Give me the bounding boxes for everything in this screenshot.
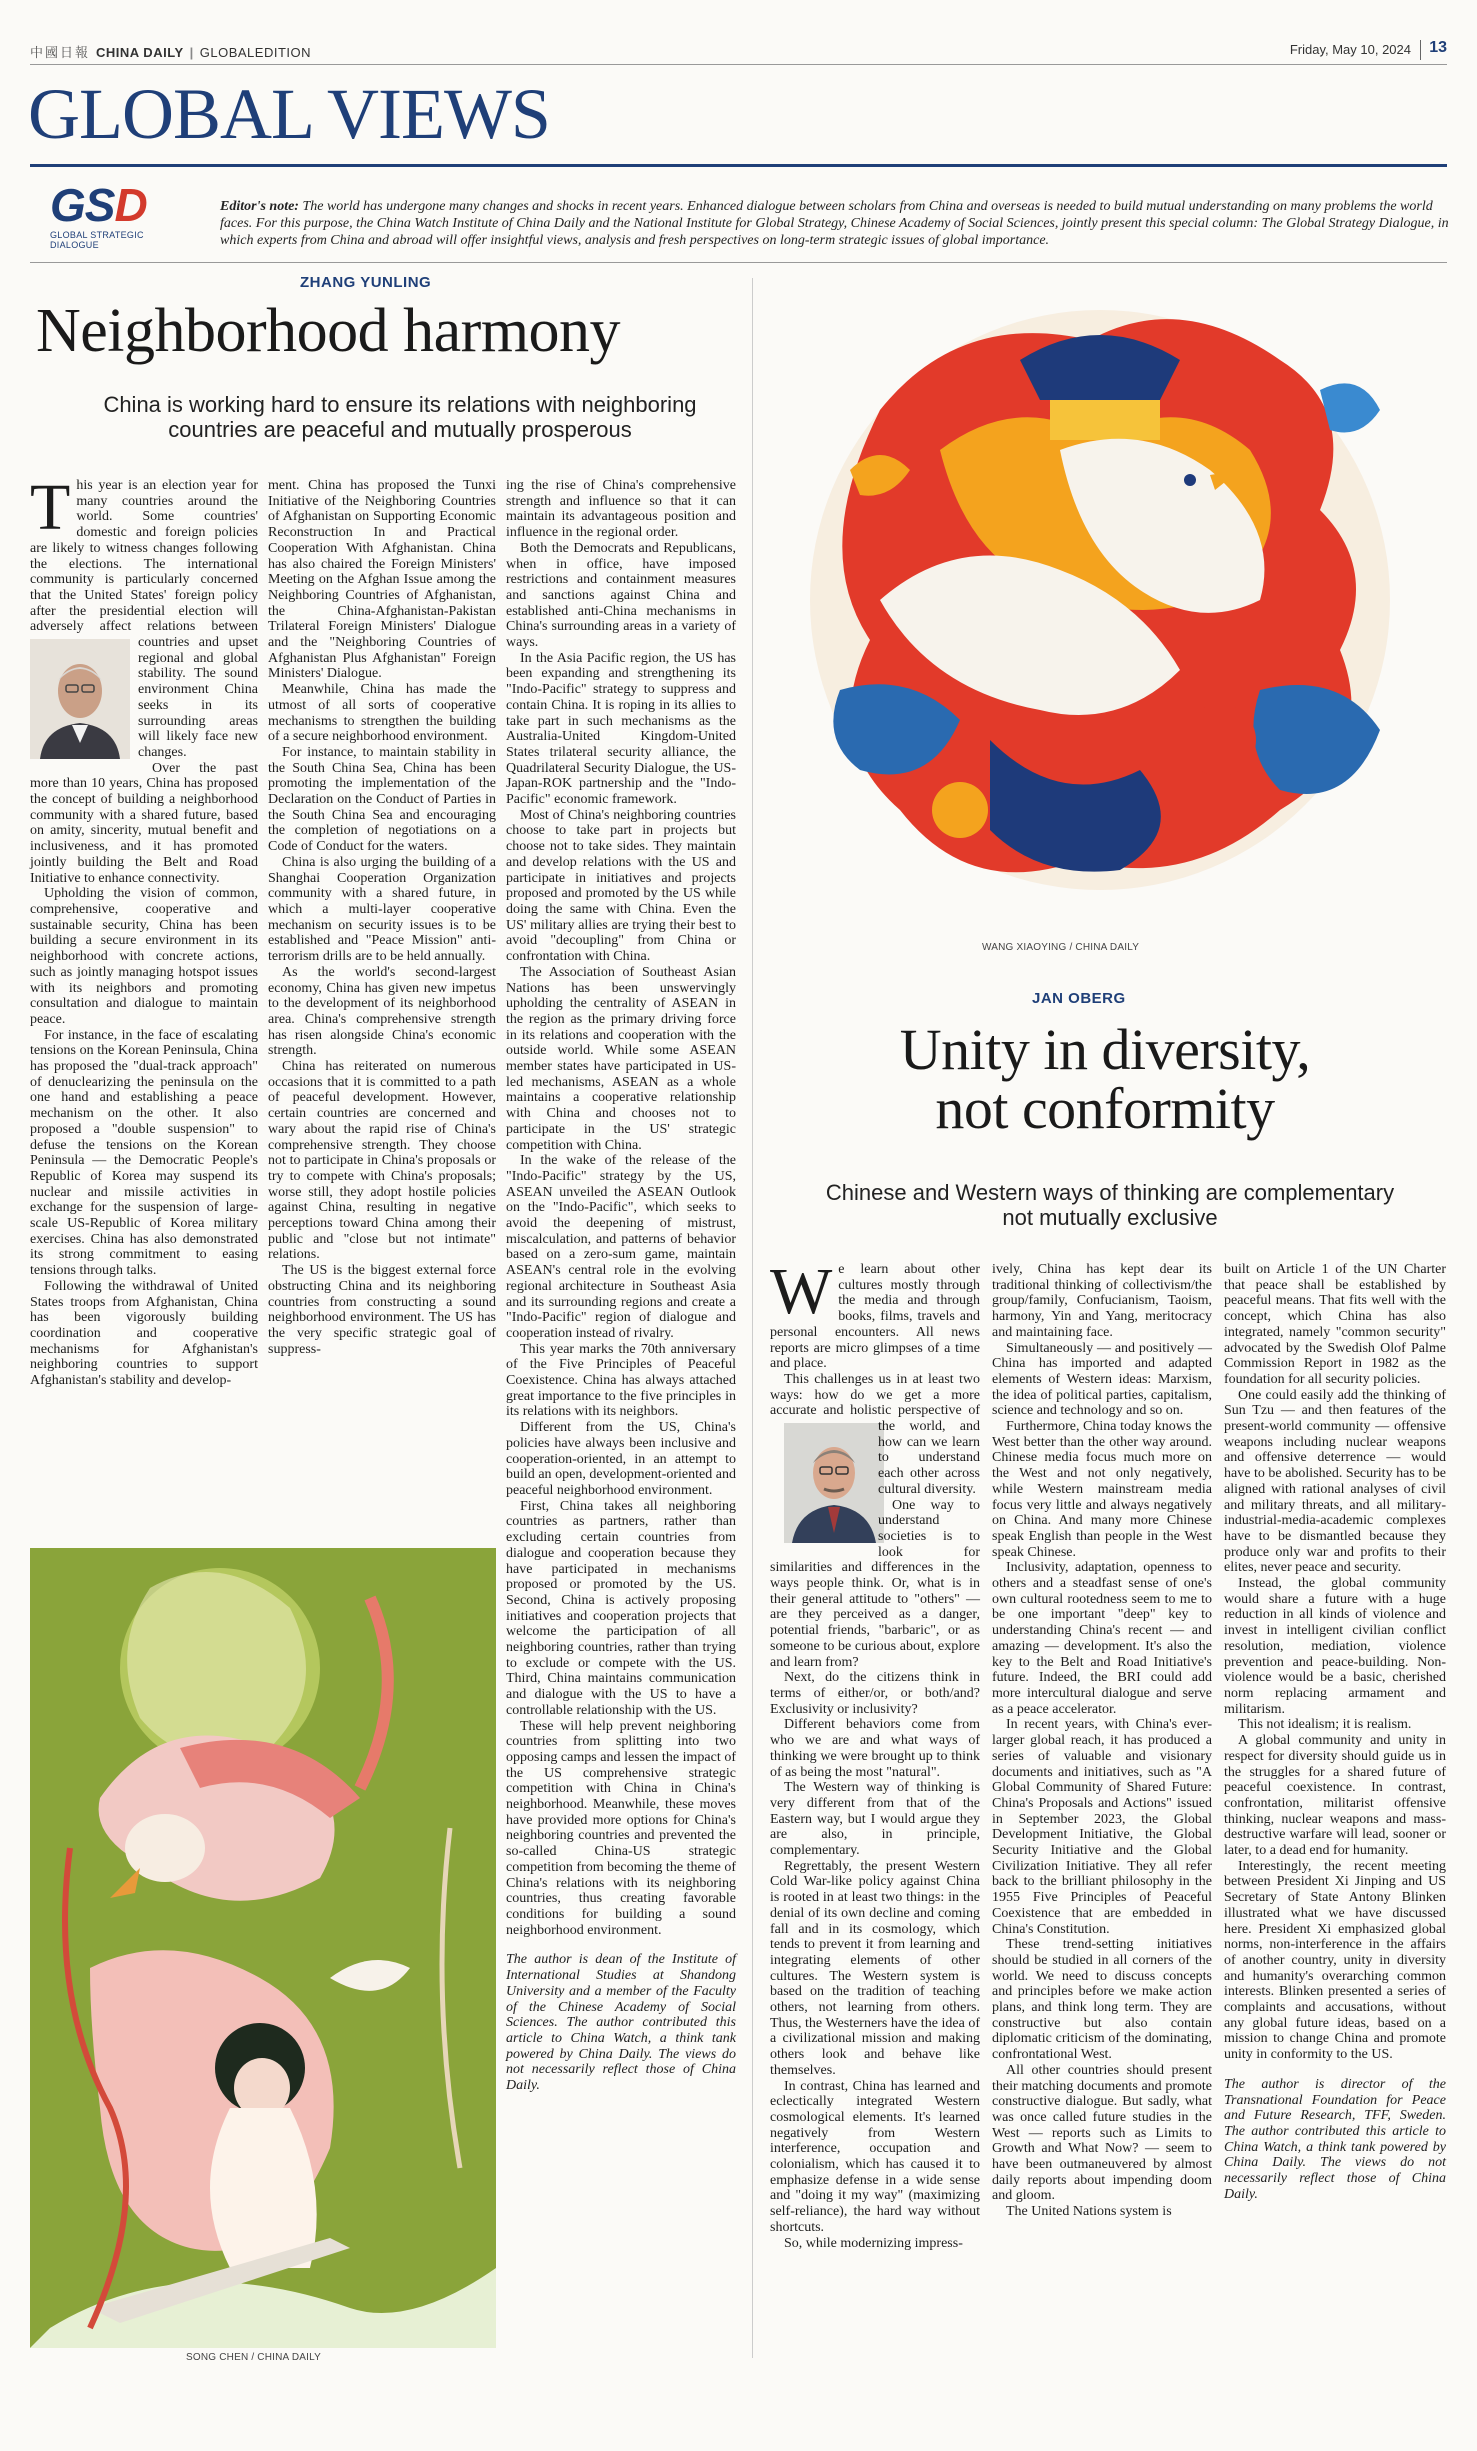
- paragraph: Interestingly, the recent meeting between President Xi Jinping and US Secretary of State Antony Blinken illustrated what we have discussed here. President Xi emphasized global norms, non-interference in the affairs of another country, unity in diversity and humanity's overarching common interests. Blinken presented a series of complaints and accusations, without any global future ideas, based on a mission to change China and promote unity in conformity to the US.: [1224, 1858, 1446, 2063]
- paragraph: In the wake of the release of the "Indo-Pacific" strategy by the US, ASEAN unveiled the ASEAN Outlook on the "Indo-Pacific", which seeks to avoid the deepening of mistrust, miscalculation, and patterns of behavior based on a zero-sum game, maintain ASEAN's central role in the evolving regional architecture in Southeast Asia and its surrounding regions and create a "Indo-Pacific" region of dialogue and cooperation instead of rivalry.: [506, 1153, 736, 1341]
- article2-illustration: [760, 270, 1448, 930]
- section-rule: [30, 164, 1447, 167]
- paragraph: Instead, the global community would share a future with a huge reduction in all kinds of violence and invest in intelligent civilian conflict resolution, mediation, violence prevention and peace-building. Non-violence would be a basic, cherished norm replacing armament and militarism.: [1224, 1576, 1446, 1717]
- paragraph: This challenges us in at least two ways: how do we get a more accurate and holistic perspective of the world, and how can we learn to understand each other across cultural diversity.: [770, 1372, 980, 1498]
- paragraph: ively, China has kept dear its traditional thinking of collectivism/the group/family, Confucianism, Taoism, harmony, Yin and Yang, meritocracy and maintaining face.: [992, 1262, 1212, 1340]
- paragraph: In the Asia Pacific region, the US has been expanding and strengthening its "Indo-Pacific" strategy to suppress and contain China. It is roping in its allies to take part in such mechanisms as the Australia-United Kingdom-United States trilateral security alliance, the Quadrilateral Security Dialogue, the US-Japan-ROK partnership and the "Indo-Pacific" economic framework.: [506, 650, 736, 808]
- paragraph: The US is the biggest external force obstructing China and its neighboring countries from constructing a sound neighborhood environment. The US has the very specific strategic goal of suppress-: [268, 1263, 496, 1357]
- editors-note: [220, 198, 1455, 249]
- paragraph: As the world's second-largest economy, China has given new impetus to the development of its neighborhood area. China's comprehensive strength has risen alongside China's economic strength.: [268, 964, 496, 1059]
- article2-col3: [1224, 1262, 1446, 2372]
- paragraph: The Western way of thinking is very different from that of the Eastern way, but I would argue they are also, in principle, complementary.: [770, 1780, 980, 1859]
- page-column-divider: [752, 278, 753, 2358]
- paragraph: Different from the US, China's policies have always been inclusive and cooperation-oriented, in an attempt to build an open, development-oriented and peaceful neighborhood environment.: [506, 1420, 736, 1498]
- article2-dropcap: W: [770, 1255, 833, 1328]
- paragraph: First, China takes all neighboring countries as partners, rather than excluding certain countries from dialogue and cooperation because they have participated in mechanisms proposed or promoted by the US. Second, China is actively proposing initiatives and cooperation projects that welcome the participation of all neighboring countries, rather than trying to exclude or compete with the US. Third, China maintains communication and dialogue with the US to have a controllable relationship with the US.: [506, 1498, 736, 1718]
- article2-bio: The author is director of the Transnational Foundation for Peace and Future Research, TFF, Sweden. The author contributed this article to China Watch, a think tank powered by China Daily. The views do not necessarily reflect those of China Daily.: [1224, 2076, 1446, 2202]
- article1-deck: China is working hard to ensure its relations with neighboring countries are peaceful and mutually prosperous: [103, 392, 697, 443]
- paragraph: Regrettably, the present Western Cold War-like policy against China is rooted in at least two things: in the denial of its own decline and coming fall and in its cosmology, which tends to prevent it from learning and integrating elements of other cultures. The Western system is based on the tradition of teaching others, not learning from others. Thus, the Westerners have the idea of a civilizational mission and making others look and behave like themselves.: [770, 1858, 980, 2078]
- paragraph: China is also urging the building of a Shanghai Cooperation Organization community with a shared future, in which a multi-layer cooperative mechanism on security issues is to be established and "Peace Mission" anti-terrorism drills are to be held annually.: [268, 854, 496, 965]
- paragraph: These trend-setting initiatives should be studied in all corners of the world. We need to discuss concepts and principles before we make action plans, and think long term. They are constructive but also contain diplomatic criticism of the dominating, confrontational West.: [992, 1937, 1212, 2063]
- paragraph: The United Nations system is: [1006, 2204, 1172, 2220]
- editors-note-text: The world has undergone many changes and shocks in recent years. Enhanced dialogue between scholars from China and overseas is needed to build mutual understanding on many problems the world faces. For this purpose, the China Watch Institute of China Daily and the National Institute for Global Strategy, Chinese Academy of Social Sciences, jointly present this special column: The Global Strategy Dialogue, in which experts from China and abroad will offer insightful views, analysis and fresh perspectives on long-term strategic issues of global importance.: [220, 199, 1449, 248]
- top-divider: [30, 64, 1447, 65]
- paragraph: China has reiterated on numerous occasions that it is committed to a path of peaceful development. However, certain countries are concerned and wary about the rapid rise of China's comprehensive strength. They choose not to participate in China's proposals or try to compete with China's proposals; worse still, they adopt hostile policies against China, resulting in negative perceptions toward China among their public and "close but not intimate" relations.: [268, 1059, 496, 1263]
- paragraph: This not idealism; it is realism.: [1238, 1717, 1412, 1733]
- paragraph: Simultaneously — and positively — China has imported and adapted elements of Western ideas: Marxism, the idea of political parties, capitalism, science and technology and so on.: [992, 1340, 1212, 1419]
- article2-headline-line2: not conformity: [935, 1076, 1275, 1142]
- article1-byline: ZHANG YUNLING: [300, 274, 432, 291]
- paragraph: Following the withdrawal of United States troops from Afghanistan, China has been vigorously building coordination and cooperative mechanisms for Afghanistan's neighboring countries to support Afghanistan's stability and develop-: [30, 1278, 258, 1389]
- paragraph: ment. China has proposed the Tunxi Initiative of the Neighboring Countries of Afghanistan on Supporting Economic Reconstruction In and Practical Cooperation With Afghanistan. China has also chaired the Foreign Ministers' Meeting on the Afghan Issue among the Neighboring Countries of Afghanistan, the China-Afghanistan-Pakistan Trilateral Foreign Ministers' Dialogue and the "Neighboring Countries of Afghanistan Plus Afghanistan" Foreign Ministers' Dialogue.: [268, 478, 496, 682]
- paragraph: Both the Democrats and Republicans, when in office, have imposed restrictions and containment measures and sanctions against China and established anti-China mechanisms in China's surrounding areas in a variety of ways.: [506, 540, 736, 651]
- paragraph: e learn about other cultures mostly through the media and through books, films, travels and personal encounters. All news reports are micro glimpses of a time and place.: [770, 1262, 980, 1372]
- article1-headline: Neighborhood harmony: [36, 297, 621, 365]
- article2-col1: [770, 1255, 980, 2372]
- article2-headline: [770, 1017, 1440, 1142]
- paragraph: Over the past more than 10 years, China has proposed the concept of building a neighborhood community with a shared future, based on amity, sincerity, mutual benefit and inclusiveness, and it has promoted jointly building the Belt and Road Initiative to enhance connectivity.: [30, 760, 258, 886]
- article2-byline: JAN OBERG: [1032, 990, 1126, 1007]
- paragraph: One could easily add the thinking of Sun Tzu — and then features of the present-world community — offensive weapons including nuclear weapons and offensive deterrence — would have to be abolished. Security has to be aligned with rational analyses of civil and military threats, and all military-industrial-media-academic complexes have to be dismantled because they produce only war and profits to their elites, never peace and security.: [1224, 1387, 1446, 1576]
- paragraph: Furthermore, China today knows the West better than the other way around. Chinese media focus much more on the West and not only negatively, while Western mainstream media focus very little and always negatively on China. And many more Chinese speak English than people in the West speak Chinese.: [992, 1419, 1212, 1560]
- paragraph: Upholding the vision of common, comprehensive, cooperative and sustainable security, China has been building a secure environment in its neighborhood with concrete actions, such as jointly managing hotspot issues with its neighbors and promoting consultation and dialogue to maintain peace.: [30, 886, 258, 1027]
- paragraph: In recent years, with China's ever-larger global reach, it has produced a series of valuable and visionary documents and initiatives, such as "A Global Community of Shared Future: China's Proposals and Actions" issued in September 2023, the Global Development Initiative, the Global Security Initiative and the Global Civilization Initiative. They all refer back to the brilliant philosophy in the 1955 Five Principles of Peaceful Coexistence that are embedded in China's Constitution.: [992, 1717, 1212, 1937]
- paragraph: A global community and unity in respect for diversity should guide us in the struggles for a shared future of peaceful coexistence. In contrast, confrontation, militarist offensive thinking, nuclear weapons and mass-destructive warfare will lead, sooner or later, to a dead end for humanity.: [1224, 1733, 1446, 1859]
- article1-illustration-credit: SONG CHEN / CHINA DAILY: [186, 2352, 321, 2363]
- page-number: 13: [1429, 39, 1447, 56]
- masthead-bar: [30, 38, 1447, 64]
- gsd-subtitle: GLOBAL STRATEGIC DIALOGUE: [50, 230, 144, 250]
- paragraph: So, while modernizing impress-: [784, 2235, 963, 2251]
- author1-portrait-inline: [30, 639, 130, 759]
- paragraph: This year marks the 70th anniversary of the Five Principles of Peaceful Coexistence. China has always attached great importance to the five principles in its relations with its neighbors.: [506, 1341, 736, 1420]
- paragraph: For instance, to maintain stability in the South China Sea, China has been promoting the implementation of the Declaration on the Conduct of Parties in the South China Sea and encouraging the completion of negotiations on a Code of Conduct for the waters.: [268, 744, 496, 855]
- paragraph: The Association of Southeast Asian Nations has been unswervingly upholding the centrality of ASEAN in the region as the primary driving force in its relations and cooperation with the outside world. While some ASEAN member states have participated in US-led mechanisms, ASEAN as a whole maintains a cooperative relationship with China and chooses not to participate in the US' strategic competition with China.: [506, 964, 736, 1153]
- article1-col3: [506, 478, 736, 2308]
- paragraph: Next, do the citizens think in terms of either/or, or both/and? Exclusivity or inclusivity?: [770, 1670, 980, 1717]
- section-title: GLOBAL VIEWS: [28, 74, 550, 154]
- paragraph: For instance, in the face of escalating tensions on the Korean Peninsula, China has proposed the "dual-track approach" of denuclearizing the peninsula on the one hand and establishing a peace mechanism on the other. It also proposed a "double suspension" to defuse the tensions on the Korean Peninsula — the Democratic People's Republic of Korea may suspend its nuclear and missile activities in exchange for the suspension of large-scale US-Republic of Korea military exercises. China has also demonstrated its strong commitment to easing tensions through talks.: [30, 1027, 258, 1279]
- paragraph: Inclusivity, adaptation, openness to others and a steadfast sense of one's own cultural rootedness seem to me to be one important "deep" key to understanding China's recent — and amazing — development. It's also the key to the Belt and Road Initiative's future. Indeed, the BRI could add more intercultural dialogue and serve as a peace accelerator.: [992, 1560, 1212, 1717]
- paragraph: ing the rise of China's comprehensive strength and influence so that it can maintain its advantageous position and influence in the regional order.: [506, 478, 736, 541]
- paragraph: Most of China's neighboring countries choose to take part in projects but choose not to take sides. They maintain and develop relations with the US and participate in initiatives and projects proposed and promoted by the US while doing the same with China. Even the US' military allies are trying their best to avoid "decoupling" from China or confrontation with China.: [506, 807, 736, 965]
- paragraph: In contrast, China has learned and eclectically integrated Western cosmological elements. It's learned negatively from Western interference, occupation and colonialism, which has caused it to emphasize defense in a wide sense and "doing it my way" (maximizing self-reliance), the hard way without shortcuts.: [770, 2078, 980, 2235]
- editors-note-label: Editor's note:: [220, 199, 299, 214]
- article1-col1-flow: T his year is an election year for many countries around the world. Some countries' domestic and foreign policies are likely to witness changes following the elections. The international community is particularly concerned that the United States' foreign policy after the presidential election will adversely affect relations between countries and upset regional and global stability. The sound environment China seeks in its surrounding areas will likely face new changes. Over the past more than 10 years, China has proposed the concept of building a neighborhood community with a shared future, based on amity, sincerity, mutual benefit and inclusiveness, and it has promoted jointly building the Belt and Road Initiative to enhance connectivity. Upholding the vision of common, comprehensive, cooperative and sustainable security, China has been building a secure environment in its neighborhood with concrete actions, such as jointly managing hotspot issues with its neighbors and promoting consultation and dialogue to maintain peace. For instance, in the face of escalating tensions on the Korean Peninsula, China has proposed the "dual-track approach" of denuclearizing the peninsula on the one hand and establishing a peace mechanism on the other. It also proposed a "double suspension" to defuse the tensions on the Korean Peninsula — the Democratic People's Republic of Korea may suspend its nuclear and missile activities in exchange for the suspension of large-scale US-Republic of Korea military exercises. China has also demonstrated its strong commitment to easing tensions through talks. Following the withdrawal of United States troops from Afghanistan, China has been vigorously building coordination and cooperative mechanisms for Afghanistan's neighboring countries to support Afghanistan's stability and develop-: [30, 471, 258, 1389]
- paragraph: Different behaviors come from who we are and what ways of thinking we were brought up to think of as being the most "natural".: [770, 1717, 980, 1780]
- article2-headline-line1: Unity in diversity,: [899, 1017, 1311, 1082]
- paragraph: All other countries should present their matching documents and promote constructive dialogue. But sadly, what was once called future studies in the West — reports such as Limits to Growth and What Now? — seem to have been outmaneuvered by almost daily reports about impending doom and gloom.: [992, 2062, 1212, 2204]
- paragraph: his year is an election year for many countries around the world. Some countries' domestic and foreign policies are likely to witness changes following the elections. The international community is particularly concerned that the United States' foreign policy after the presidential election will adversely affect relations between countries and upset regional and global stability. The sound environment China seeks in its surrounding areas will likely face new changes.: [30, 478, 258, 760]
- article2-illustration-credit: WANG XIAOYING / CHINA DAILY: [982, 942, 1140, 953]
- article1-illustration: [30, 1548, 496, 2348]
- brand: 中國日報 CHINA DAILY | GLOBALEDITION: [30, 45, 312, 60]
- paragraph: One way to understand societies is to look for similarities and differences in the ways people think. Or, what is in their general attitude to "others" — are they perceived as a danger, potential friends, "barbaric", or as someone to be curious about, explore and learn from?: [770, 1497, 980, 1670]
- issue-date: Friday, May 10, 2024: [1289, 42, 1411, 57]
- edition: GLOBALEDITION: [199, 45, 312, 60]
- article2-col2: [992, 1262, 1212, 2372]
- brand-name: CHINA DAILY: [96, 45, 184, 60]
- article2-deck: Chinese and Western ways of thinking are complementary not mutually exclusive: [825, 1180, 1395, 1231]
- brand-chinese: 中國日報: [30, 45, 91, 60]
- note-divider: [30, 262, 1447, 263]
- gsd-logo: GSD GLOBAL STRATEGIC DIALOGUE: [50, 182, 180, 252]
- author2-portrait: [770, 1423, 870, 1543]
- paragraph: built on Article 1 of the UN Charter that peace shall be established by peaceful means. That fits well with the concept, which China has also integrated, namely "common security" advocated by the Swedish Olof Palme Commission Report in 1982 as the foundation for all security policies.: [1224, 1262, 1446, 1387]
- article1-col2: [268, 478, 496, 1357]
- paragraph: These will help prevent neighboring countries from splitting into two opposing camps and lessen the impact of the US comprehensive strategic competition with China in China's neighborhood. Meanwhile, these moves have provided more options for China's neighboring countries and prevented the so-called China-US strategic competition from becoming the theme of China's relations with its neighboring countries, thus creating favorable conditions for building a sound neighborhood environment.: [506, 1718, 736, 1938]
- article1-bio: The author is dean of the Institute of International Studies at Shandong University and a member of the Faculty of the Chinese Academy of Social Sciences. The author contributed this article to China Watch, a think tank powered by China Daily. The views do not necessarily reflect those of China Daily.: [506, 1952, 736, 2094]
- paragraph: Meanwhile, China has made the utmost of all sorts of cooperative mechanisms to strengthen the building of a secure neighborhood environment.: [268, 682, 496, 745]
